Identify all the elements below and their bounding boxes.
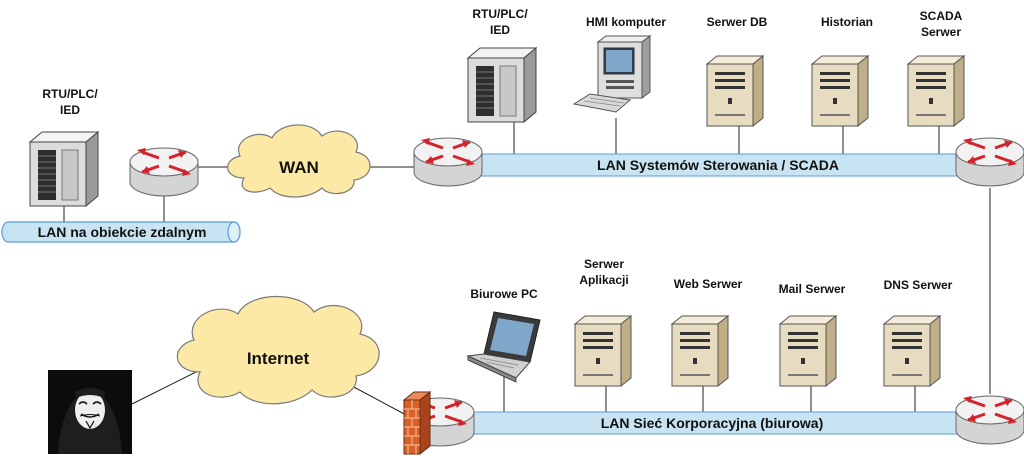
app-server-label-line1: Serwer xyxy=(583,257,625,271)
internet-label: Internet xyxy=(246,349,310,368)
wire-internet-firewall xyxy=(350,385,408,416)
dns-server-label: DNS Serwer xyxy=(883,278,953,292)
server-tower-icon xyxy=(908,56,964,126)
scada-lan-bus xyxy=(450,154,980,176)
router-icon xyxy=(956,396,1024,444)
router-icon xyxy=(414,138,482,186)
router-icon xyxy=(956,138,1024,186)
server-tower-icon xyxy=(884,316,940,386)
server-tower-icon xyxy=(672,316,728,386)
remote-lan-label: LAN na obiekcie zdalnym xyxy=(37,224,207,240)
db-server-label: Serwer DB xyxy=(706,15,768,29)
corporate-lan-label: LAN Sieć Korporacyjna (biurowa) xyxy=(600,415,824,431)
firewall-icon xyxy=(404,392,430,454)
server-tower-icon xyxy=(812,56,868,126)
hacker-mask-icon xyxy=(48,370,132,454)
rtu-cabinet-icon xyxy=(468,48,536,122)
app-server-label xyxy=(579,257,628,287)
laptop-icon xyxy=(468,312,540,382)
scada-rtu-label xyxy=(472,7,528,37)
app-server-label-line2: Aplikacji xyxy=(579,273,629,287)
scada-rtu-label-line2: IED xyxy=(489,23,511,37)
router-icon xyxy=(130,148,198,196)
remote-rtu-label-line2: IED xyxy=(59,103,81,117)
internet-cloud xyxy=(177,296,379,403)
scada-server-label-line2: Serwer xyxy=(920,25,962,39)
server-tower-icon xyxy=(707,56,763,126)
web-server-label: Web Serwer xyxy=(673,277,743,291)
scada-server-label xyxy=(920,9,963,39)
wan-label: WAN xyxy=(279,158,319,177)
wan-cloud xyxy=(228,125,370,197)
scada-rtu-label-line1: RTU/PLC/ xyxy=(472,7,528,21)
server-tower-icon xyxy=(780,316,836,386)
server-tower-icon xyxy=(575,316,631,386)
hmi-label: HMI komputer xyxy=(585,15,667,29)
historian-label: Historian xyxy=(820,15,874,29)
scada-server-label-line1: SCADA xyxy=(919,9,963,23)
remote-rtu-label xyxy=(42,87,98,117)
scada-lan-label: LAN Systemów Sterowania / SCADA xyxy=(597,157,839,173)
rtu-cabinet-icon xyxy=(30,132,98,206)
remote-rtu-label-line1: RTU/PLC/ xyxy=(42,87,98,101)
mail-server-label: Mail Serwer xyxy=(778,282,846,296)
desktop-computer-icon xyxy=(574,36,650,112)
wire-attacker-internet xyxy=(132,370,200,404)
remote-lan-bus xyxy=(2,222,240,242)
office-pc-label: Biurowe PC xyxy=(470,287,538,301)
corporate-lan-bus xyxy=(436,412,982,434)
